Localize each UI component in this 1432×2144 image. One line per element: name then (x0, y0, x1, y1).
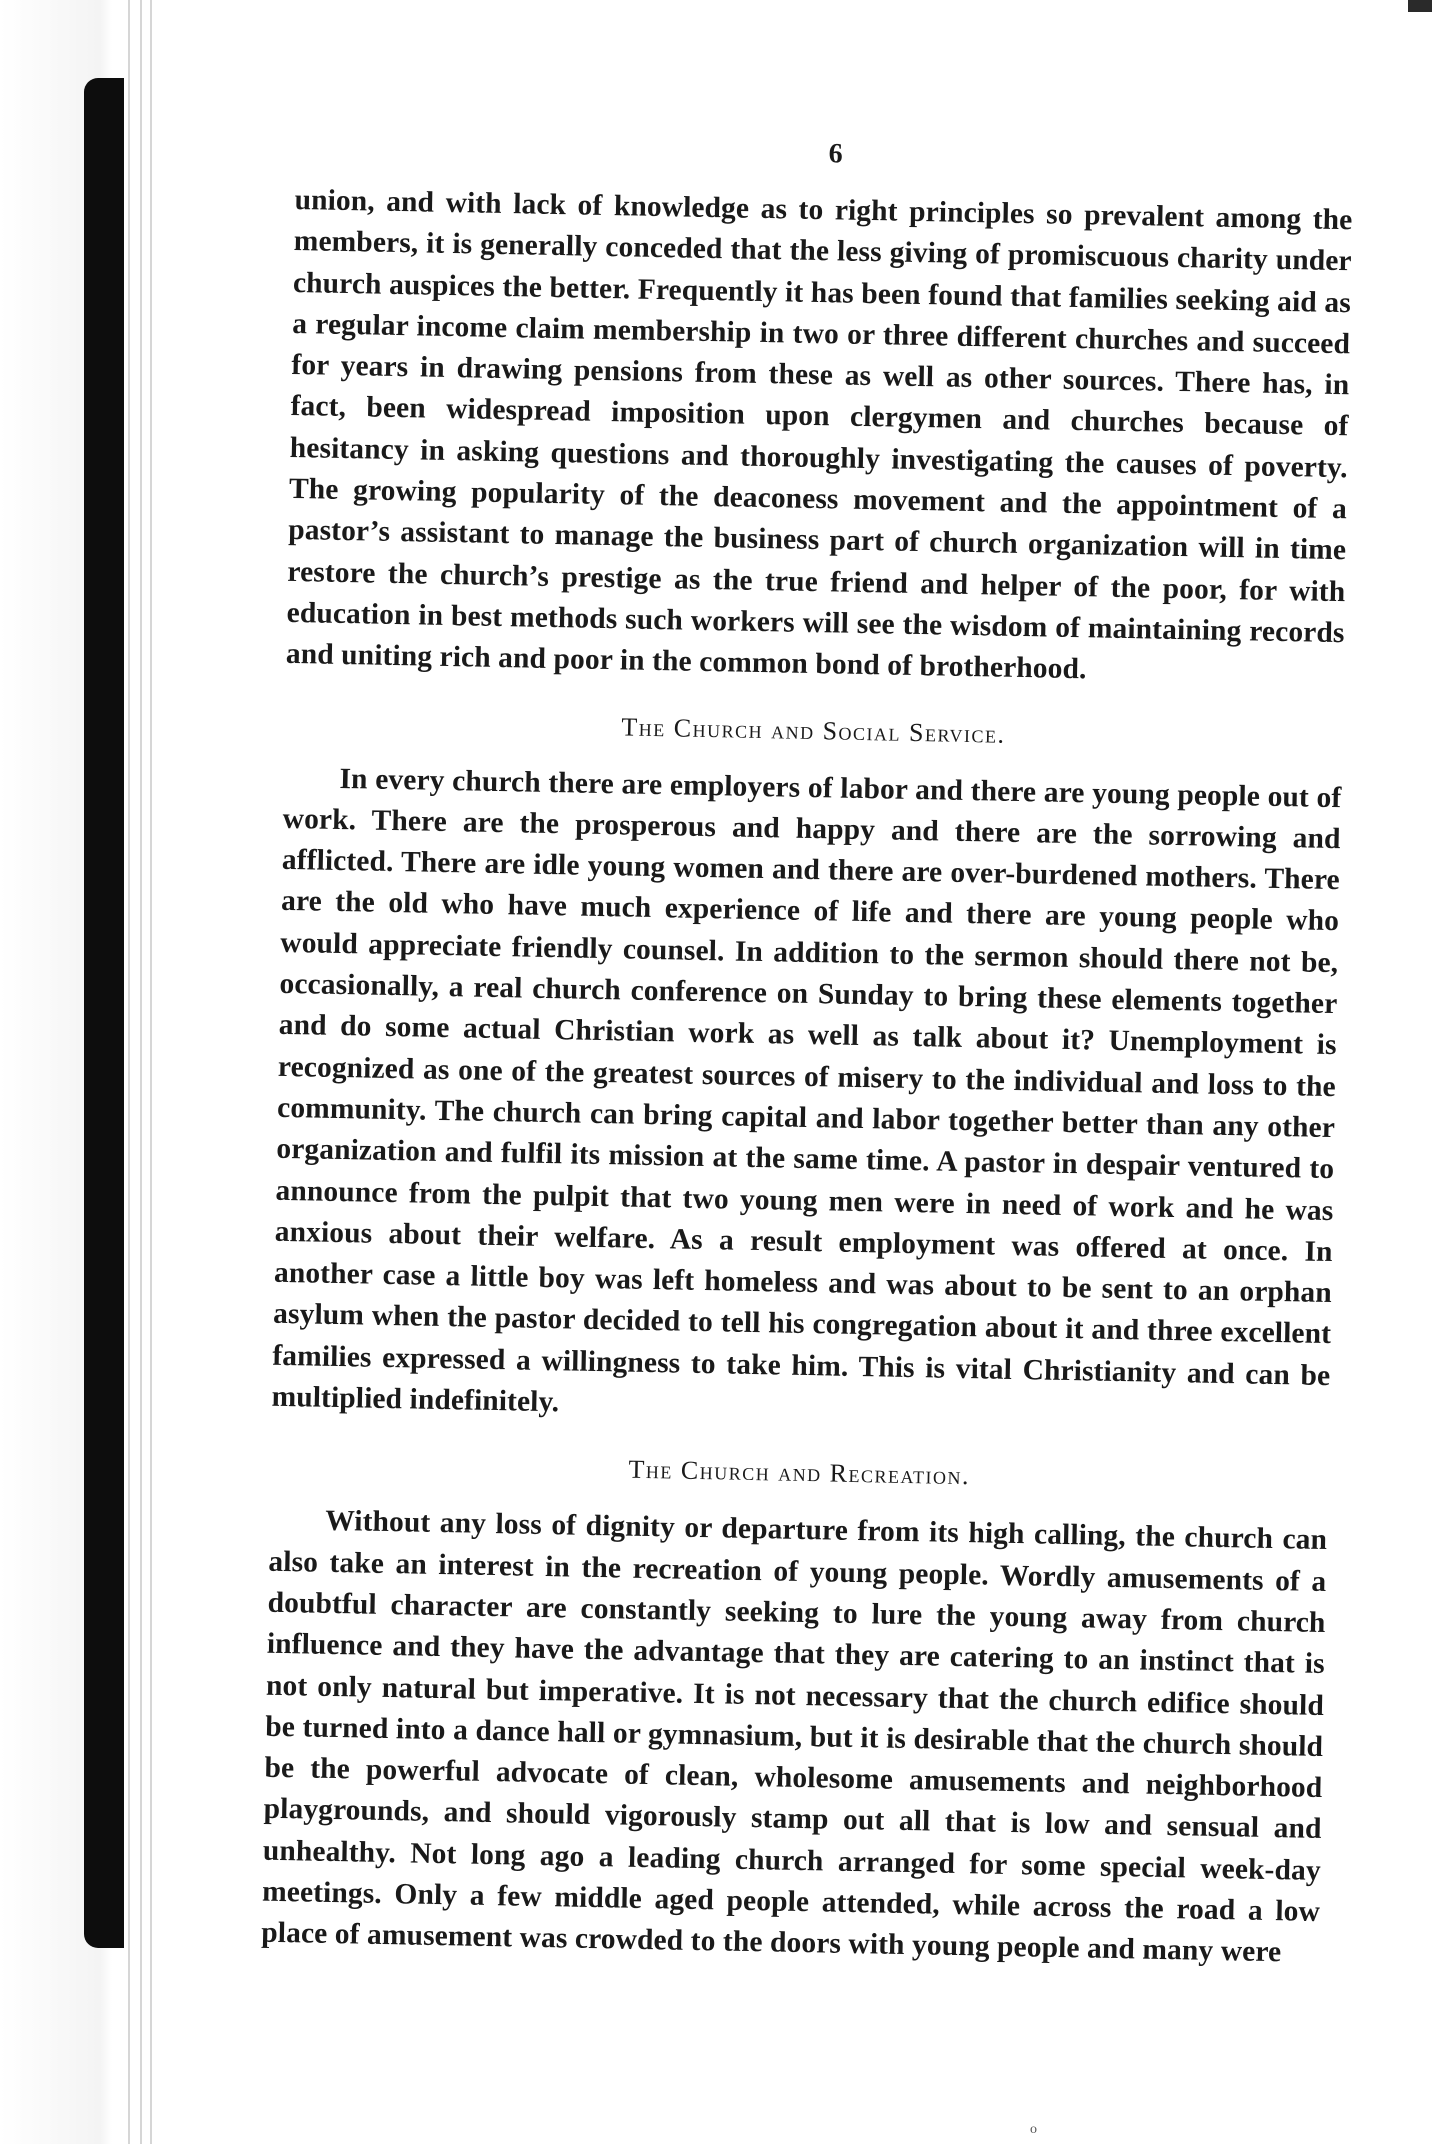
heading-recreation: The Church and Recreation. (628, 1454, 971, 1491)
page-edge-line (140, 0, 142, 2144)
footer-mark: o (1030, 2122, 1037, 2137)
page-edge-line (128, 0, 130, 2144)
document-page (261, 128, 1354, 1975)
heading-social-service: The Church and Social Service. (621, 711, 1006, 749)
scan-corner-mark (1408, 0, 1432, 12)
scan-margin (0, 0, 160, 2144)
book-spine-shadow (84, 78, 124, 1948)
paragraph-social-service: In every church there are employers of labor and there are young people out of work. There are the prosperous and happy and there are the sorrowing and afflicted. There are idle young women and there are over-burdened mothers. There are the old who have much experience of life and there are young people who would appreciate friendly counsel. In addition to the sermon should there not be, occasionally, a real church conference on Sunday to bring these elements together and do some actual Christian work as well as talk about it? Unemployment is recognized as one of the greatest sources of misery to the individual and loss to the community. The church can bring capital and labor together better than any other organization and fulfil its mission at the same time. A pastor in despair ventured to announce from the pulpit that two young men were in need of work and he was anxious about their welfare. As a result employment was offered at once. In another case a little boy was left homeless and was about to be sent to an orphan asylum when the pastor decided to tell his congregation about it and three excellent families expressed a willingness to take him. This is vital Christianity and can be multiplied indefinitely. (271, 762, 1342, 1419)
paragraph-recreation: Without any loss of dignity or departure from its high calling, the church can also take an interest in the recreation of young people. Wordly amusements of a doubtful character are constantly seeking to lure the young away from church influence and they have the advantage that they are catering to an instinct that is not only natural but imperative. It is not necessary that the church edifice should be turned into a dance hall or gymnasium, but it is desirable that the church should be the powerful advocate of clean, wholesome amusements and neighborhood playgrounds, and should vigorously stamp out all that is low and sensual and unhealthy. Not long ago a leading church arranged for some special week-day meetings. Only a few middle aged people attended, while across the road a low place of amusement was crowded to the doors with young people and many were (261, 1505, 1328, 1969)
page-number: 6 (828, 138, 843, 170)
page-edge-line (150, 0, 152, 2144)
paragraph-charity: union, and with lack of knowledge as to right principles so prevalent among the members, it is generally conceded that the less giving of promiscuous charity under church auspices the better. Frequently it has been found that families seeking aid as a regular income claim membership in two or three different churches and succeed for years in drawing pensions from these as well as other sources. There has, in fact, been widespread imposition upon clergymen and churches because of hesitancy in asking questions and thoroughly investigating the causes of poverty. The growing popularity of the deaconess movement and the appointment of a pastor’s assistant to manage the business part of church organization will in time restore the church’s prestige as the true friend and helper of the poor, for with education in best methods such workers will see the wisdom of maintaining records and uniting rich and poor in the common bond of brotherhood. (285, 183, 1353, 686)
